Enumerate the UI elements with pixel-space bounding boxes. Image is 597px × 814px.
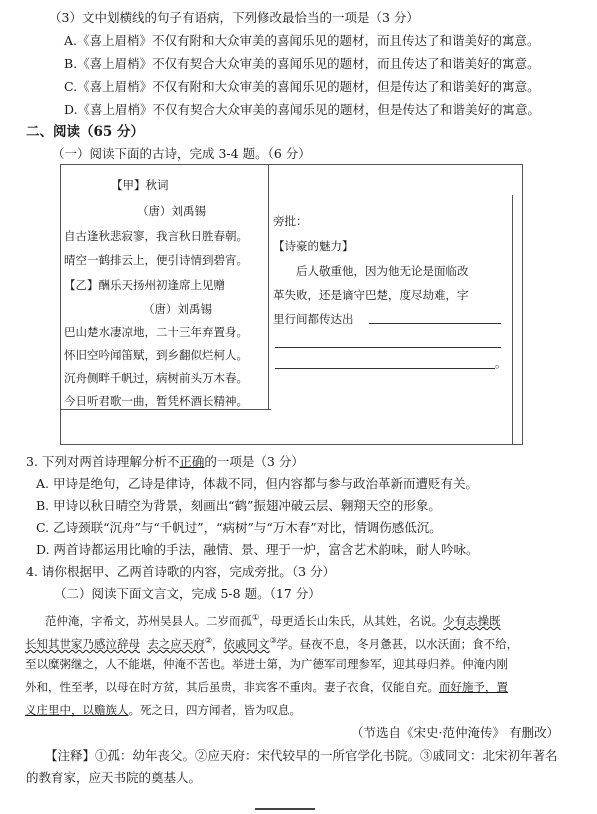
poem-a-line: 晴空一鹤排云上，便引诗情到碧宵。 — [64, 253, 248, 267]
q3-option-d[interactable]: D.《喜上眉梢》不仅有契合大众审美的喜闻乐见的题材，但是传达了和谐美好的寓意。 — [64, 102, 541, 117]
part1-instructions: （一）阅读下面的古诗，完成 3-4 题。（6 分） — [52, 146, 311, 161]
box-inner-bottom — [61, 409, 271, 410]
poem-a-line: 自古逢秋悲寂寥，我言秋日胜春朝。 — [64, 229, 248, 243]
side-note-heading: 【诗豪的魅力】 — [273, 239, 354, 253]
poem-b-line: 怀旧空吟闻笛赋，到乡翻似烂柯人。 — [64, 348, 248, 362]
section-title: 二、阅读（65 分） — [26, 124, 144, 140]
q3b-option-b[interactable]: B. 甲诗以秋日晴空为背景，刻画出“鹤”振翅冲破云层、翱翔天空的形象。 — [36, 498, 441, 513]
q3b-option-c[interactable]: C. 乙诗颈联“沉舟”与“千帆过”，“病树”与“万木春”对比，情调伤感低沉。 — [36, 520, 442, 535]
prose-line: 外和，性至孝，以母在时方贫，其后虽贵，非宾客不重肉。妻子衣食，仅能自充。而好施予，置 — [25, 680, 508, 694]
q3-option-a[interactable]: A.《喜上眉梢》不仅有附和大众审美的喜闻乐见的题材，而且传达了和谐美好的寓意。 — [64, 33, 540, 48]
part2-instructions: （二）阅读下面文言文，完成 5-8 题。（17 分） — [54, 586, 321, 601]
poem-b-line: 沉舟侧畔千帆过，病树前头万木春。 — [64, 371, 248, 385]
side-note-end-mark: 。 — [495, 356, 507, 370]
poem-a-author: （唐）刘禹锡 — [137, 204, 206, 218]
side-note-line: 革失败，还是谪守巴楚，度尽劫难，字 — [273, 288, 469, 302]
poem-b-title: 【乙】酬乐天扬州初逢席上见赠 — [64, 278, 225, 292]
prose-line: 长知其世家乃感泣辞母 去之应天府②，依戚同文③学。昼夜不息，冬月惫甚，以水沃面；食不给， — [25, 636, 519, 651]
prose-line: 范仲淹，字希文，苏州吴县人。二岁而孤①，母更适长山朱氏，从其姓，名说。少有志操既 — [45, 613, 501, 628]
side-note-label: 旁批： — [273, 214, 308, 228]
box-divider — [268, 165, 269, 409]
q3b-option-a[interactable]: A. 甲诗是绝句，乙诗是律诗，体裁不同，但内容都与参与政治革新而遭贬有关。 — [36, 476, 478, 491]
poem-b-author: （唐）刘禹锡 — [143, 302, 212, 316]
box-right-rule — [512, 195, 513, 445]
q3-option-c[interactable]: C.《喜上眉梢》不仅有附和大众审美的喜闻乐见的题材，但是传达了和谐美好的寓意。 — [64, 79, 540, 94]
poem-b-line: 今日听君歌一曲，暂凭杯酒长精神。 — [64, 394, 248, 408]
prose-source: （节选自《宋史·范仲淹传》 有删改） — [351, 725, 559, 740]
notes-line: 的教育家，应天书院的奠基人。 — [26, 770, 202, 785]
side-note-line: 后人敬重他，因为他无论是面临改 — [296, 264, 469, 278]
side-note-line: 里行间都传达出 — [273, 312, 354, 326]
answer-blank[interactable] — [275, 347, 501, 348]
q3-option-b[interactable]: B.《喜上眉梢》不仅有契合大众审美的喜闻乐见的题材，而且传达了和谐美好的寓意。 — [64, 56, 540, 71]
poem-a-title: 【甲】秋词 — [111, 178, 169, 192]
page-footer-fragment — [255, 808, 315, 810]
answer-blank[interactable] — [369, 323, 501, 324]
poem-b-line: 巴山楚水凄凉地，二十三年弃置身。 — [64, 325, 248, 339]
prose-line: 至以糜粥继之，人不能堪，仲淹不苦也。举进士第，为广德军司理参军，迎其母归养。仲淹内刚 — [25, 657, 508, 671]
notes-line: 【注释】①孤：幼年丧父。②应天府：宋代较早的一所官学化书院。③戚同文：北宋初年著名 — [45, 748, 558, 763]
q3-stem: （3）文中划横线的句子有语病，下列修改最恰当的一项是（3 分） — [49, 10, 419, 25]
answer-blank[interactable] — [275, 368, 495, 369]
q3b-stem: 3. 下列对两首诗理解分析不正确的一项是（3 分） — [26, 454, 304, 469]
prose-line: 义庄里中，以赡族人。死之日，四方闻者，皆为叹息。 — [25, 703, 301, 717]
q4-stem: 4. 请你根据甲、乙两首诗歌的内容，完成旁批。（3 分） — [26, 564, 336, 579]
q3b-option-d[interactable]: D. 两首诗都运用比喻的手法，融情、景、理于一炉，富含艺术韵味，耐人吟咏。 — [36, 542, 479, 557]
